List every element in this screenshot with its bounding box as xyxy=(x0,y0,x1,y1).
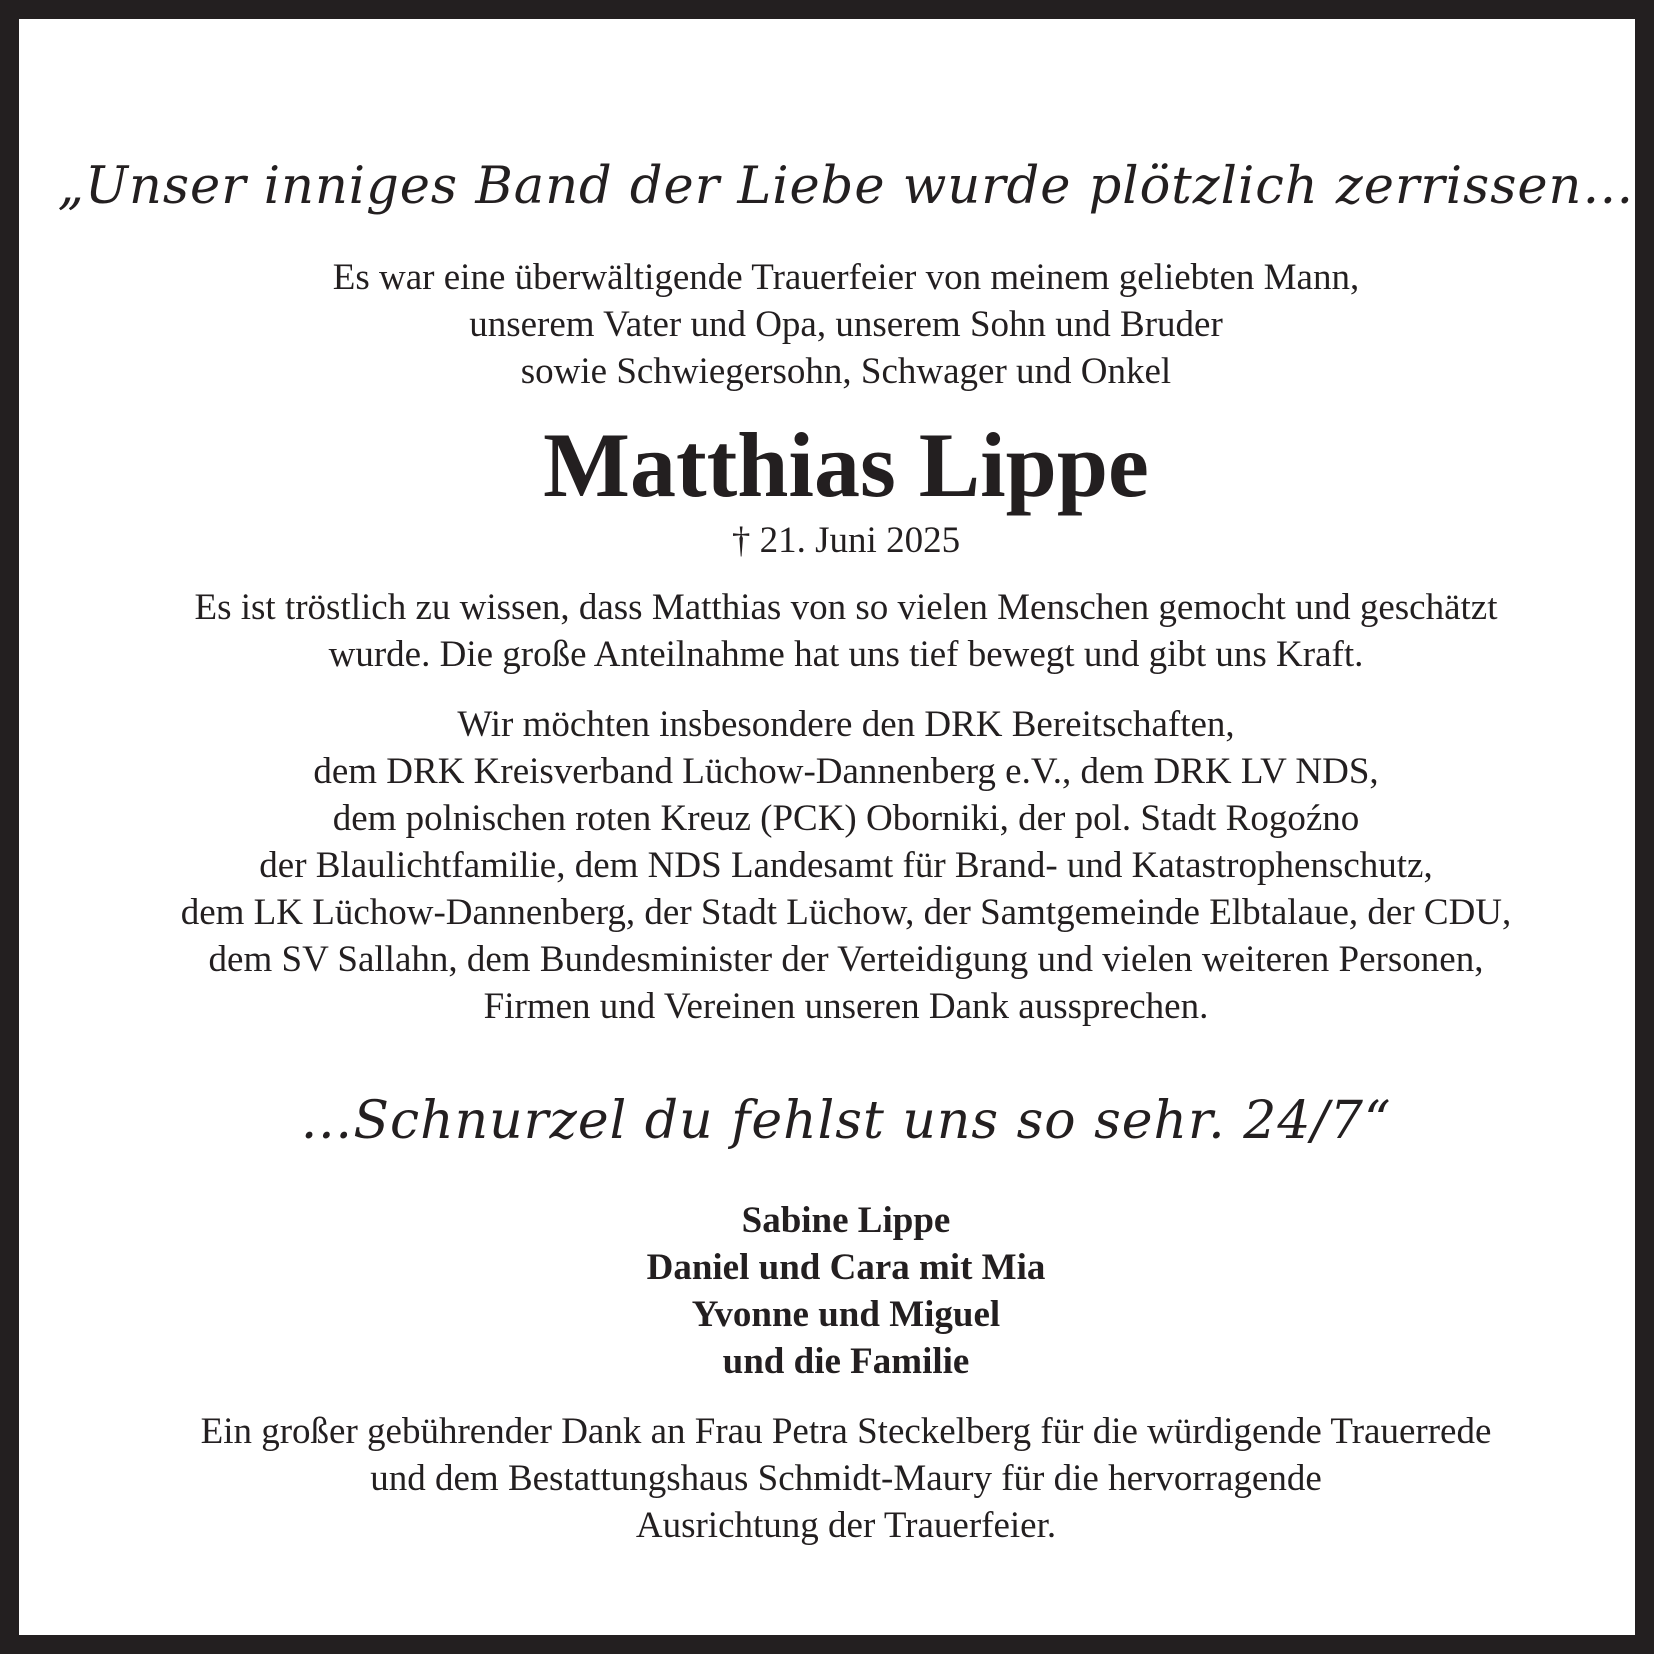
signature-line: Sabine Lippe xyxy=(741,1200,951,1241)
thanks-line: Firmen und Vereinen unseren Dank aussprechen. xyxy=(483,986,1209,1027)
deceased-name: Matthias Lippe xyxy=(543,414,1149,516)
thanks-line: dem LK Lüchow-Dannenberg, der Stadt Lüchow, der Samtgemeinde Elbtalaue, der CDU, xyxy=(180,892,1512,933)
intro-line: unserem Vater und Opa, unserem Sohn und Bruder xyxy=(469,304,1223,345)
intro-line: sowie Schwiegersohn, Schwager und Onkel xyxy=(520,351,1172,392)
signature-line: und die Familie xyxy=(722,1341,970,1382)
closing-quote: …Schnurzel du fehlst uns so sehr. 24/7“ xyxy=(300,1091,1392,1151)
signature-line: Yvonne und Miguel xyxy=(691,1294,1001,1335)
closing-line: und dem Bestattungshaus Schmidt-Maury für die hervorragende xyxy=(370,1458,1322,1499)
signature-line: Daniel und Cara mit Mia xyxy=(646,1247,1046,1288)
thanks-line: Wir möchten insbesondere den DRK Bereitschaften, xyxy=(457,704,1235,745)
intro-line: Es war eine überwältigende Trauerfeier von meinem geliebten Mann, xyxy=(332,257,1360,298)
opening-quote: „Unser inniges Band der Liebe wurde plötzlich zerrissen… xyxy=(57,157,1635,216)
closing-line: Ein großer gebührender Dank an Frau Petra Steckelberg für die würdigende Trauerrede xyxy=(200,1411,1492,1452)
closing-line: Ausrichtung der Trauerfeier. xyxy=(635,1505,1057,1546)
death-date: † 21. Juni 2025 xyxy=(731,520,961,561)
thanks-line: dem polnischen roten Kreuz (PCK) Oborniki, der pol. Stadt Rogoźno xyxy=(332,798,1360,839)
comfort-line: Es ist tröstlich zu wissen, dass Matthias von so vielen Menschen gemocht und geschätzt xyxy=(194,587,1498,628)
thanks-line: dem DRK Kreisverband Lüchow-Dannenberg e.V., dem DRK LV NDS, xyxy=(313,751,1379,792)
thanks-line: dem SV Sallahn, dem Bundesminister der Verteidigung und vielen weiteren Personen, xyxy=(208,939,1484,980)
comfort-line: wurde. Die große Anteilnahme hat uns tief bewegt und gibt uns Kraft. xyxy=(328,634,1364,675)
thanks-line: der Blaulichtfamilie, dem NDS Landesamt für Brand- und Katastrophenschutz, xyxy=(259,845,1433,886)
